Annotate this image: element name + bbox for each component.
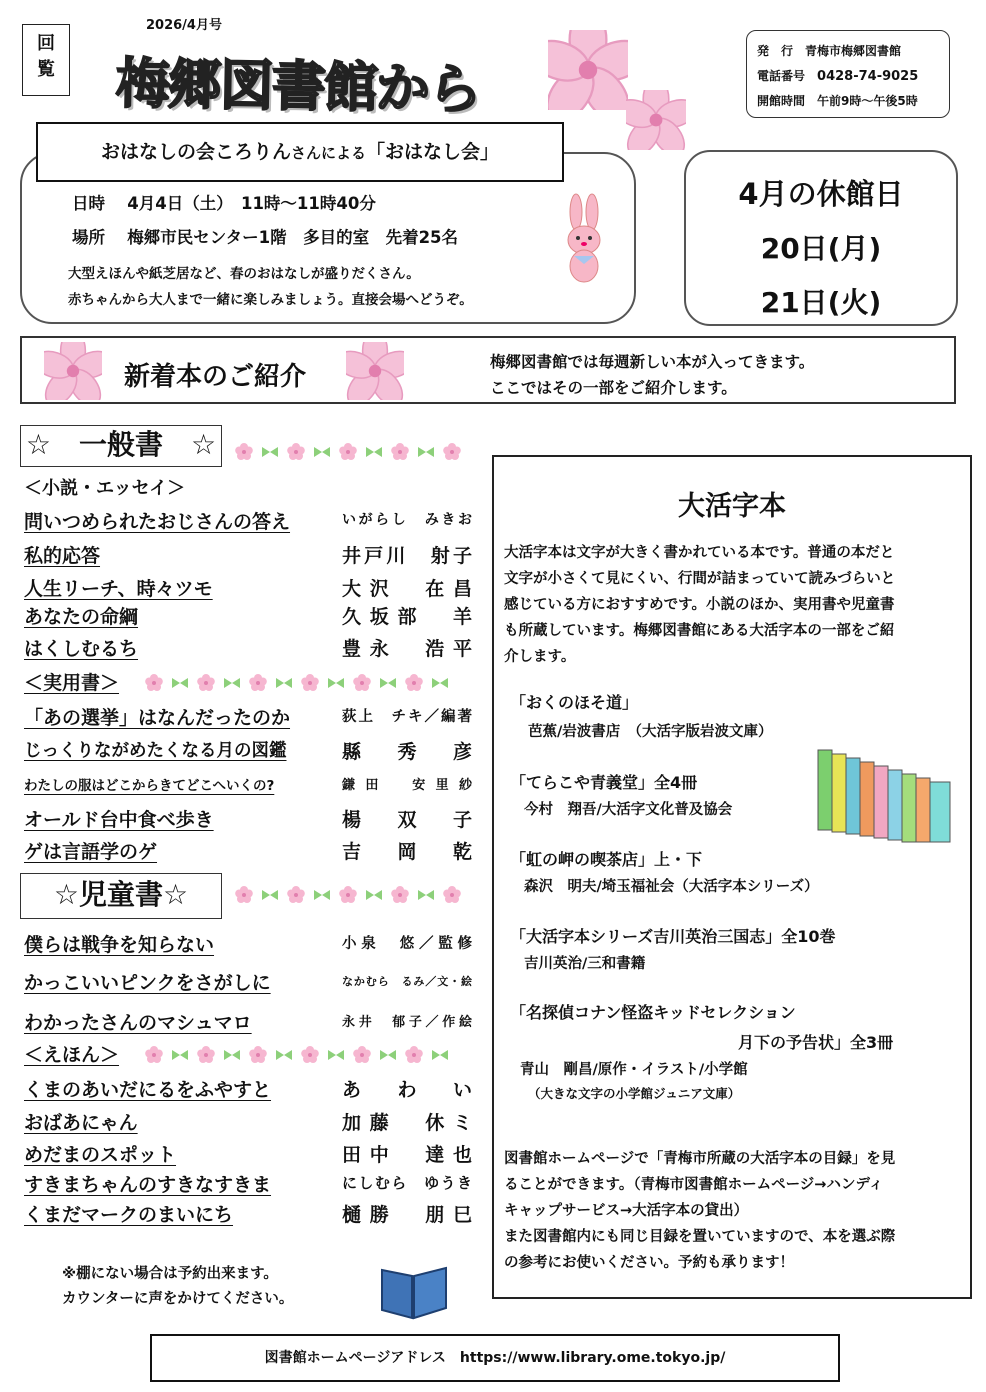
general-heading: ☆ 一般書 ☆ (20, 425, 222, 467)
event-desc-1: 大型えほんや紙芝居など、春のおはなしが盛りだくさん。 (68, 266, 420, 282)
large-print-item-title: 「虹の岬の喫茶店」上・下 (510, 850, 703, 869)
conan-title-2: 月下の予告状」全3冊 (738, 1033, 894, 1052)
large-print-item-title: 「てらこや青義堂」全4冊 (510, 773, 698, 792)
kairan-char: 回 (37, 33, 55, 54)
sakura-mini-icon (287, 443, 305, 460)
book-title: 「あの選挙」はなんだったのか (24, 707, 291, 729)
garland-icon (140, 668, 470, 698)
children-heading: ☆児童書☆ (20, 873, 222, 919)
event-title-pre: おはなしの会ころりん (100, 141, 291, 163)
sakura-mini-icon (405, 674, 423, 691)
sakura-mini-icon (443, 886, 461, 903)
book-author: なかむら るみ／文・絵 (342, 975, 472, 988)
intro-line: 感じている方におすすめです。小説のほか、実用書や児童書 (504, 597, 895, 613)
publisher-label: 発 行 (757, 44, 794, 58)
sakura-mini-icon (301, 1046, 319, 1063)
closed-days-box (684, 150, 958, 326)
outro-line: ることができます。（青梅市図書館ホームページ→ハンディ (504, 1177, 884, 1193)
book-author: 縣 秀 彦 (342, 741, 472, 763)
sakura-mini-icon (197, 1046, 215, 1063)
large-print-item-title: 「大活字本シリーズ吉川英治三国志」全10巻 (510, 927, 836, 946)
issue-label: 2026/4月号 (146, 18, 222, 33)
book-title: わたしの服はどこからきてどこへいくの? (24, 778, 275, 794)
reserve-note-1: ※棚にない場合は予約出来ます。 (62, 1266, 278, 1282)
publisher-value: 青梅市梅郷図書館 (805, 44, 902, 58)
book-title: くまだマークのまいにち (24, 1204, 234, 1226)
sakura-mini-icon (235, 443, 253, 460)
sakura-mini-icon (235, 886, 253, 903)
book-author: 永井 郁子／作絵 (342, 1015, 472, 1030)
large-print-item-detail: 芭蕉/岩波書店 （大活字版岩波文庫） (528, 724, 773, 740)
event-title-small: さんによる (290, 144, 366, 162)
intro-line: 介します。 (504, 649, 576, 665)
book-title: あなたの命綱 (24, 606, 139, 628)
conan-note: （大きな文字の小学館ジュニア文庫） (528, 1086, 741, 1101)
hours-label: 開館時間 (757, 94, 806, 108)
conan-title-1: 「名探偵コナン怪盗キッドセレクション (510, 1003, 796, 1022)
sakura-mini-icon (353, 674, 371, 691)
book-title: じっくりながめたくなる月の図鑑 (24, 741, 287, 761)
event-date-label: 日時 (72, 194, 105, 213)
event-date (72, 190, 376, 214)
outro-line: の参考にお使いください。予約も承ります！ (504, 1255, 794, 1271)
ribbon-icon (380, 1050, 396, 1060)
book-author: 豊永 浩平 (342, 638, 472, 660)
event-place-value: 梅郷市民センター1階 多目的室 先着25名 (127, 228, 459, 247)
book-author: にしむら ゆうき (342, 1174, 472, 1192)
ribbon-icon (328, 678, 344, 688)
page-title: 梅郷図書館から (115, 51, 481, 122)
novel-heading: ＜小説・エッセイ＞ (24, 478, 186, 499)
sakura-mini-icon (391, 886, 409, 903)
books-icon (814, 740, 954, 844)
sakura-mini-icon (353, 1046, 371, 1063)
book-author: いがらし みきお (342, 512, 472, 528)
sakura-icon (44, 342, 102, 400)
ribbon-icon (314, 890, 330, 900)
large-print-item-detail: 吉川英治/三和書籍 (524, 956, 646, 972)
book-title: すきまちゃんのすきなすきま (24, 1174, 272, 1196)
large-print-item-title: 「おくのほそ道」 (510, 693, 639, 712)
ribbon-icon (380, 678, 396, 688)
book-title: めだまのスポット (24, 1144, 177, 1166)
book-title: くまのあいだにるをふやすと (24, 1079, 272, 1101)
large-print-item-detail: 今村 翔吾/大活字文化普及協会 (524, 802, 733, 818)
book-author: 鎌田 安里紗 (342, 778, 472, 793)
practical-heading: ＜実用書＞ (24, 672, 120, 694)
book-title: ゲは言語学のゲ (24, 841, 158, 863)
event-date-value: 4月4日（土） 11時～11時40分 (127, 194, 376, 213)
picture-heading: ＜えほん＞ (24, 1044, 120, 1066)
sakura-mini-icon (287, 886, 305, 903)
ribbon-icon (432, 678, 448, 688)
ribbon-icon (432, 1050, 448, 1060)
ribbon-icon (366, 447, 382, 457)
event-desc-2: 赤ちゃんから大人まで一緒に楽しみましょう。直接会場へどうぞ。 (68, 292, 473, 308)
large-print-item-detail: 森沢 明夫/埼玉福祉会（大活字本シリーズ） (524, 879, 819, 895)
ribbon-icon (276, 678, 292, 688)
sakura-mini-icon (145, 674, 163, 691)
ribbon-icon (314, 447, 330, 457)
sakura-mini-icon (405, 1046, 423, 1063)
sakura-mini-icon (145, 1046, 163, 1063)
sakura-mini-icon (301, 674, 319, 691)
reserve-note-2: カウンターに声をかけてください。 (62, 1291, 294, 1307)
book-title: オールド台中食べ歩き (24, 809, 214, 831)
ribbon-icon (262, 447, 278, 457)
book-author: 吉 岡 乾 (342, 841, 472, 863)
event-title-post: 「おはなし会」 (366, 141, 500, 163)
sakura-mini-icon (249, 1046, 267, 1063)
phone-value: 0428-74-9025 (817, 69, 919, 84)
intro-line: も所蔵しています。梅郷図書館にある大活字本の一部をご紹 (504, 623, 895, 639)
outro-line: また図書館内にも同じ目録を置いていますので、本を選ぶ際 (504, 1229, 896, 1245)
ribbon-icon (418, 890, 434, 900)
phone-label: 電話番号 (757, 69, 806, 83)
kairan-char: 覧 (37, 59, 55, 80)
event-place-label: 場所 (72, 228, 105, 247)
book-author: 小泉 悠／監修 (342, 936, 472, 952)
sakura-mini-icon (391, 443, 409, 460)
book-author: 加藤 休ミ (342, 1112, 472, 1134)
kairan-box (22, 24, 70, 96)
outro-line: 図書館ホームページで「青梅市所蔵の大活字本の目録」を見 (504, 1151, 896, 1167)
book-title: わかったさんのマシュマロ (24, 1012, 252, 1034)
book-author: 久坂部 羊 (342, 606, 472, 628)
book-title: 僕らは戦争を知らない (24, 934, 215, 956)
ribbon-icon (224, 678, 240, 688)
ribbon-icon (224, 1050, 240, 1060)
sakura-mini-icon (249, 674, 267, 691)
book-author: 井戸川 射子 (342, 545, 472, 567)
book-title: はくしむるち (24, 638, 139, 660)
closed-day: 20日(月) (760, 232, 882, 265)
event-title (36, 122, 564, 182)
garland-icon (140, 1040, 470, 1070)
sakura-mini-icon (197, 674, 215, 691)
ribbon-icon (276, 1050, 292, 1060)
hours-value: 午前9時～午後5時 (817, 94, 918, 108)
book-title: おばあにゃん (24, 1112, 138, 1134)
large-print-outro (504, 1146, 966, 1276)
new-books-desc-1: 梅郷図書館では毎週新しい本が入ってきます。 (490, 353, 815, 371)
ribbon-icon (172, 678, 188, 688)
book-title: 問いつめられたおじさんの答え (24, 511, 291, 533)
sakura-mini-icon (339, 443, 357, 460)
sakura-mini-icon (339, 886, 357, 903)
book-author: 荻上 チキ／編著 (342, 709, 472, 725)
intro-line: 大活字本は文字が大きく書かれている本です。普通の本だと (504, 545, 895, 561)
book-author: 樋勝 朋巳 (342, 1204, 472, 1226)
intro-line: 文字が小さくて見にくい、行間が詰まっていて読みづらいと (504, 571, 896, 587)
ribbon-icon (262, 890, 278, 900)
new-books-title: 新着本のご紹介 (124, 362, 307, 392)
conan-detail: 青山 剛昌/原作・イラスト/小学館 (520, 1062, 748, 1078)
book-author: 田中 達也 (342, 1144, 472, 1166)
book-title: 人生リーチ、時々ツモ (24, 578, 213, 600)
ribbon-icon (366, 890, 382, 900)
new-books-desc-2: ここではその一部をご紹介します。 (490, 379, 737, 397)
ribbon-icon (172, 1050, 188, 1060)
ribbon-icon (328, 1050, 344, 1060)
sakura-icon (346, 342, 404, 400)
book-author: あ わ い (342, 1079, 472, 1101)
book-author: 大沢 在昌 (342, 578, 472, 600)
outro-line: キャップサービス→大活字本の貸出） (504, 1203, 749, 1219)
book-title: かっこいいピンクをさがしに (24, 972, 271, 994)
large-print-title: 大活字本 (678, 491, 786, 522)
closed-day: 21日(火) (760, 286, 882, 319)
sakura-icon (626, 90, 686, 150)
garland-icon (230, 880, 470, 910)
publisher-box (746, 30, 950, 118)
footer-address: 図書館ホームページアドレス https://www.library.ome.tokyo.jp/ (150, 1334, 840, 1382)
rabbit-icon (552, 192, 616, 292)
event-place (72, 224, 458, 248)
garland-icon (230, 437, 470, 467)
closed-title: 4月の休館日 (738, 177, 904, 211)
sakura-icon (548, 30, 628, 110)
book-title: 私的応答 (24, 545, 101, 567)
ribbon-icon (418, 447, 434, 457)
large-print-intro (504, 540, 966, 670)
book-author: 楊 双 子 (342, 809, 472, 831)
book-icon (376, 1262, 452, 1320)
sakura-mini-icon (443, 443, 461, 460)
